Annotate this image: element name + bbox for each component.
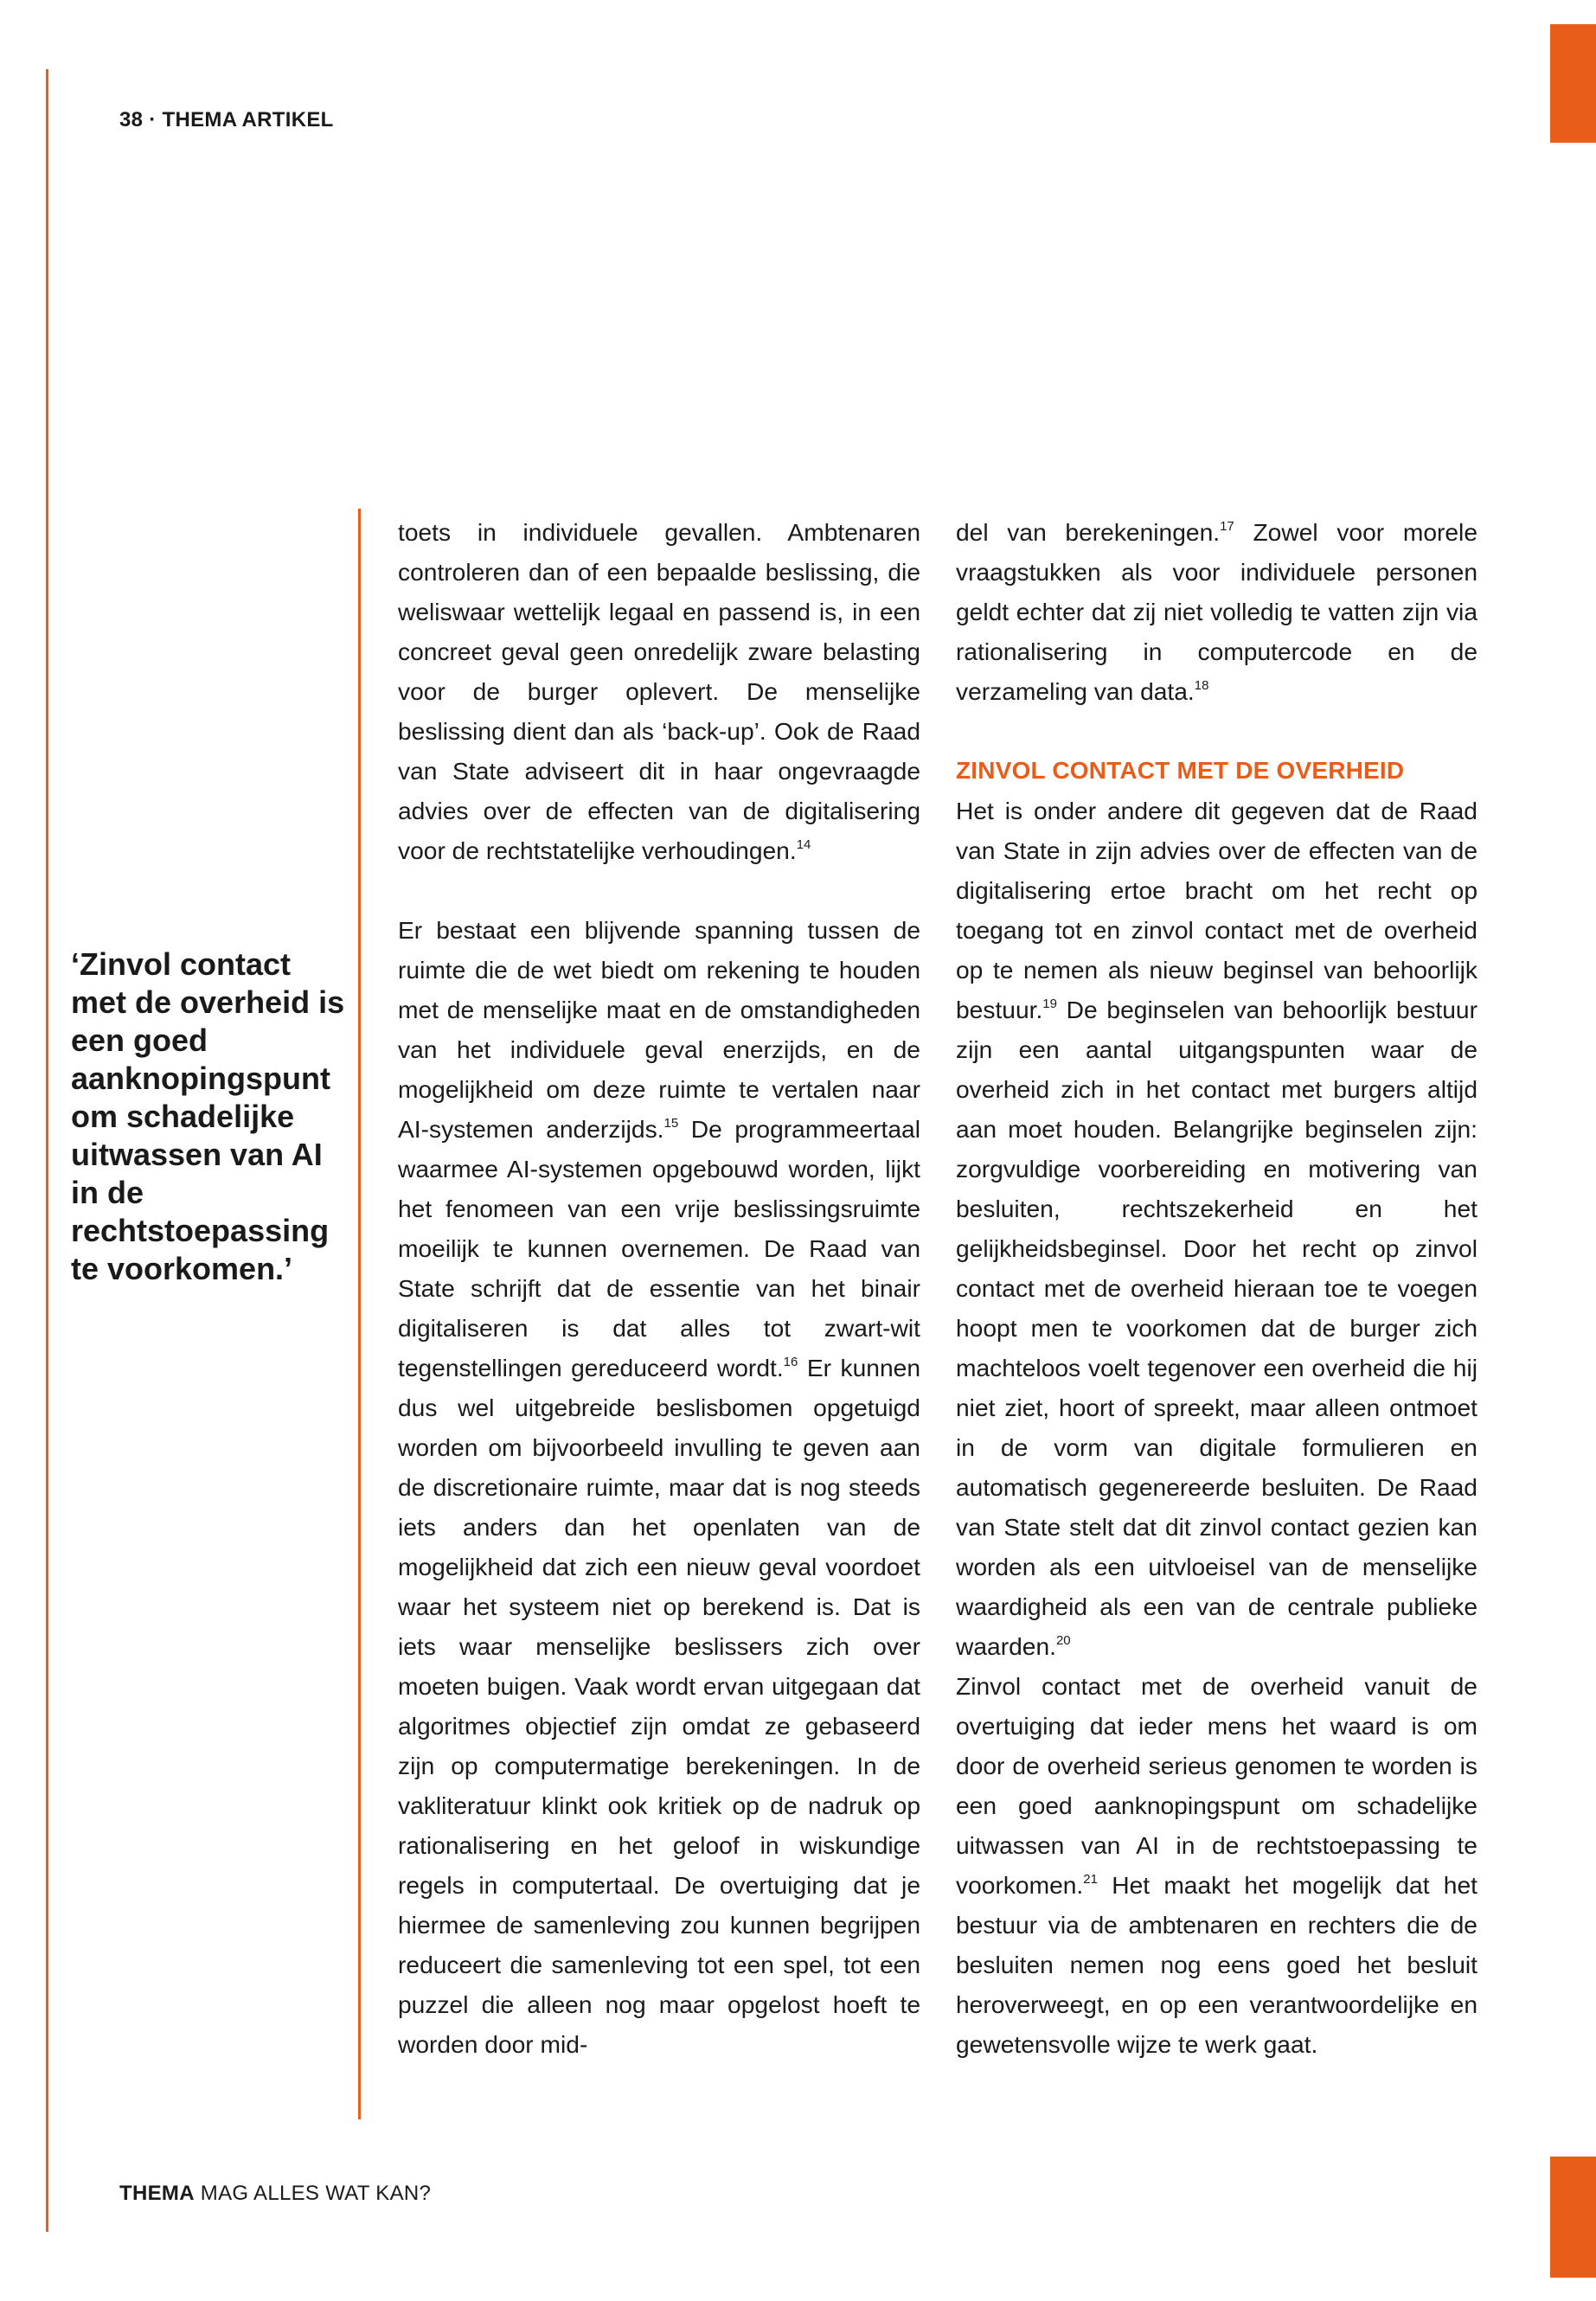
running-header [119,108,334,132]
footnote-ref: 14 [796,837,811,852]
paragraph: Zinvol contact met de overheid vanuit de overtuiging dat ieder mens het waard is om door de overheid serieus genomen te worden is een goed aanknopingspunt om schadelijke uitwassen van AI in de rechtstoepassing te voorkomen.$^{21}$ Het maakt het mogelijk dat het bestuur via de ambtenaren en rechters die de besluiten nemen nog eens goed het besluit heroverweegt, en op een verantwoordelijke en gewetensvolle wijze te werk gaat. [956,1672,1477,2058]
paragraph: toets in individuele gevallen. Ambtenaren controleren dan of een bepaalde beslissing, die weliswaar wettelijk legaal en passend is, in een concreet geval geen onredelijk zware belasting voor de burger oplevert. De menselijke beslissing dient dan als ‘back-up’. Ook de Raad van State adviseert dit in haar ongevraagde advies over de effecten van de digitalisering voor de rechtstatelijke verhoudingen.$^{14}$ [398,518,920,864]
section-label: THEMA ARTIKEL [162,108,334,131]
paragraph: Het is onder andere dit gegeven dat de Raad van State in zijn advies over de effecten van de digitalisering ertoe bracht om het recht op toegang tot en zinvol contact met de overheid op te nemen als nieuw beginsel van behoorlijk bestuur.$^{19}$ De beginselen van behoorlijk bestuur zijn een aantal uitgangspunten waar de overheid zich in het contact met burgers altijd aan moet houden. Belangrijke beginselen zijn: zorgvuldige voorbereiding en motivering van besluiten, rechtszekerheid en het gelijkheidsbeginsel. Door het recht op zinvol contact met de overheid hieraan toe te voegen hoopt men te voorkomen dat de burger zich machteloos voelt tegenover een overheid die hij niet ziet, hoort of spreekt, maar alleen ontmoet in de vorm van digitale formulieren en automatisch gegenereerde besluiten. De Raad van State stelt dat dit zinvol contact gezien kan worden als een uitvloeisel van de menselijke waardigheid als een van de centrale publieke waarden.$^{20}$ [956,797,1477,1660]
footer-issue-title: MAG ALLES WAT KAN? [200,2182,432,2205]
header-separator: · [149,108,157,131]
footnote-ref: 19 [1042,997,1057,1011]
footnote-ref: 20 [1055,1633,1071,1648]
running-footer [119,2182,431,2206]
column-divider-rule [358,509,361,2119]
paragraph: Er bestaat een blijvende spanning tussen de ruimte die de wet biedt om rekening te houden met de menselijke maat en de omstandigheden van het individuele geval enerzijds, en de mogelijkheid om deze ruimte te vertalen naar AI-systemen anderzijds.$^{15}$ De programmeertaal waarmee AI-systemen opgebouwd worden, lijkt het fenomeen van een vrije beslissingsruimte moeilijk te kunnen overnemen. De Raad van State schrijft dat de essentie van het binair digitaliseren is dat alles tot zwart-wit tegenstellingen gereduceerd wordt.$^{16}$ Er kunnen dus wel uitgebreide beslisbomen opgetuigd worden om bijvoorbeeld invulling te geven aan de discretionaire ruimte, maar dat is nog steeds iets anders dan het openlaten van de mogelijkheid dat zich een nieuw geval voordoet waar het systeem niet op berekend is. Dat is iets waar menselijke beslissers zich over moeten buigen. Vaak wordt ervan uitgegaan dat algoritmes objectief zijn omdat ze gebaseerd zijn op computermatige berekeningen. In de vakliteratuur klinkt ook kritiek op de nadruk op rationalisering en het geloof in wiskundige regels in computertaal. De overtuiging dat je hiermee de samenleving zou kunnen begrijpen reduceert die samenleving tot een spel, tot een puzzel die alleen nog maar opgelost hoeft te worden door mid- [398,916,920,2058]
footnote-ref: 15 [663,1116,679,1131]
footer-brand: THEMA [119,2182,195,2205]
orange-corner-tab-bottom [1550,2157,1596,2278]
pull-quote: ‘Zinvol contact met de overheid is een goed aanknopingspunt om schadelijke uitwassen van AI in de rechtstoepassing te voorkomen.’ [71,946,345,1286]
page-number: 38 [119,108,144,131]
orange-corner-tab-top [1550,24,1596,143]
footnote-ref: 18 [1194,678,1209,693]
left-margin-rule [46,69,48,2232]
footnote-ref: 16 [783,1355,798,1369]
article-column-1 [398,512,920,2064]
footnote-ref: 17 [1220,519,1234,534]
paragraph: del van berekeningen.$^{17}$ Zowel voor morele vraagstukken als voor individuele personen geldt echter dat zij niet volledig te vatten zijn via rationalisering in computercode en de verzameling van data.$^{18}$ [956,518,1477,705]
footnote-ref: 21 [1083,1872,1098,1887]
section-heading: ZINVOL CONTACT MET DE OVERHEID [956,757,1405,784]
article-column-2 [956,512,1477,2064]
